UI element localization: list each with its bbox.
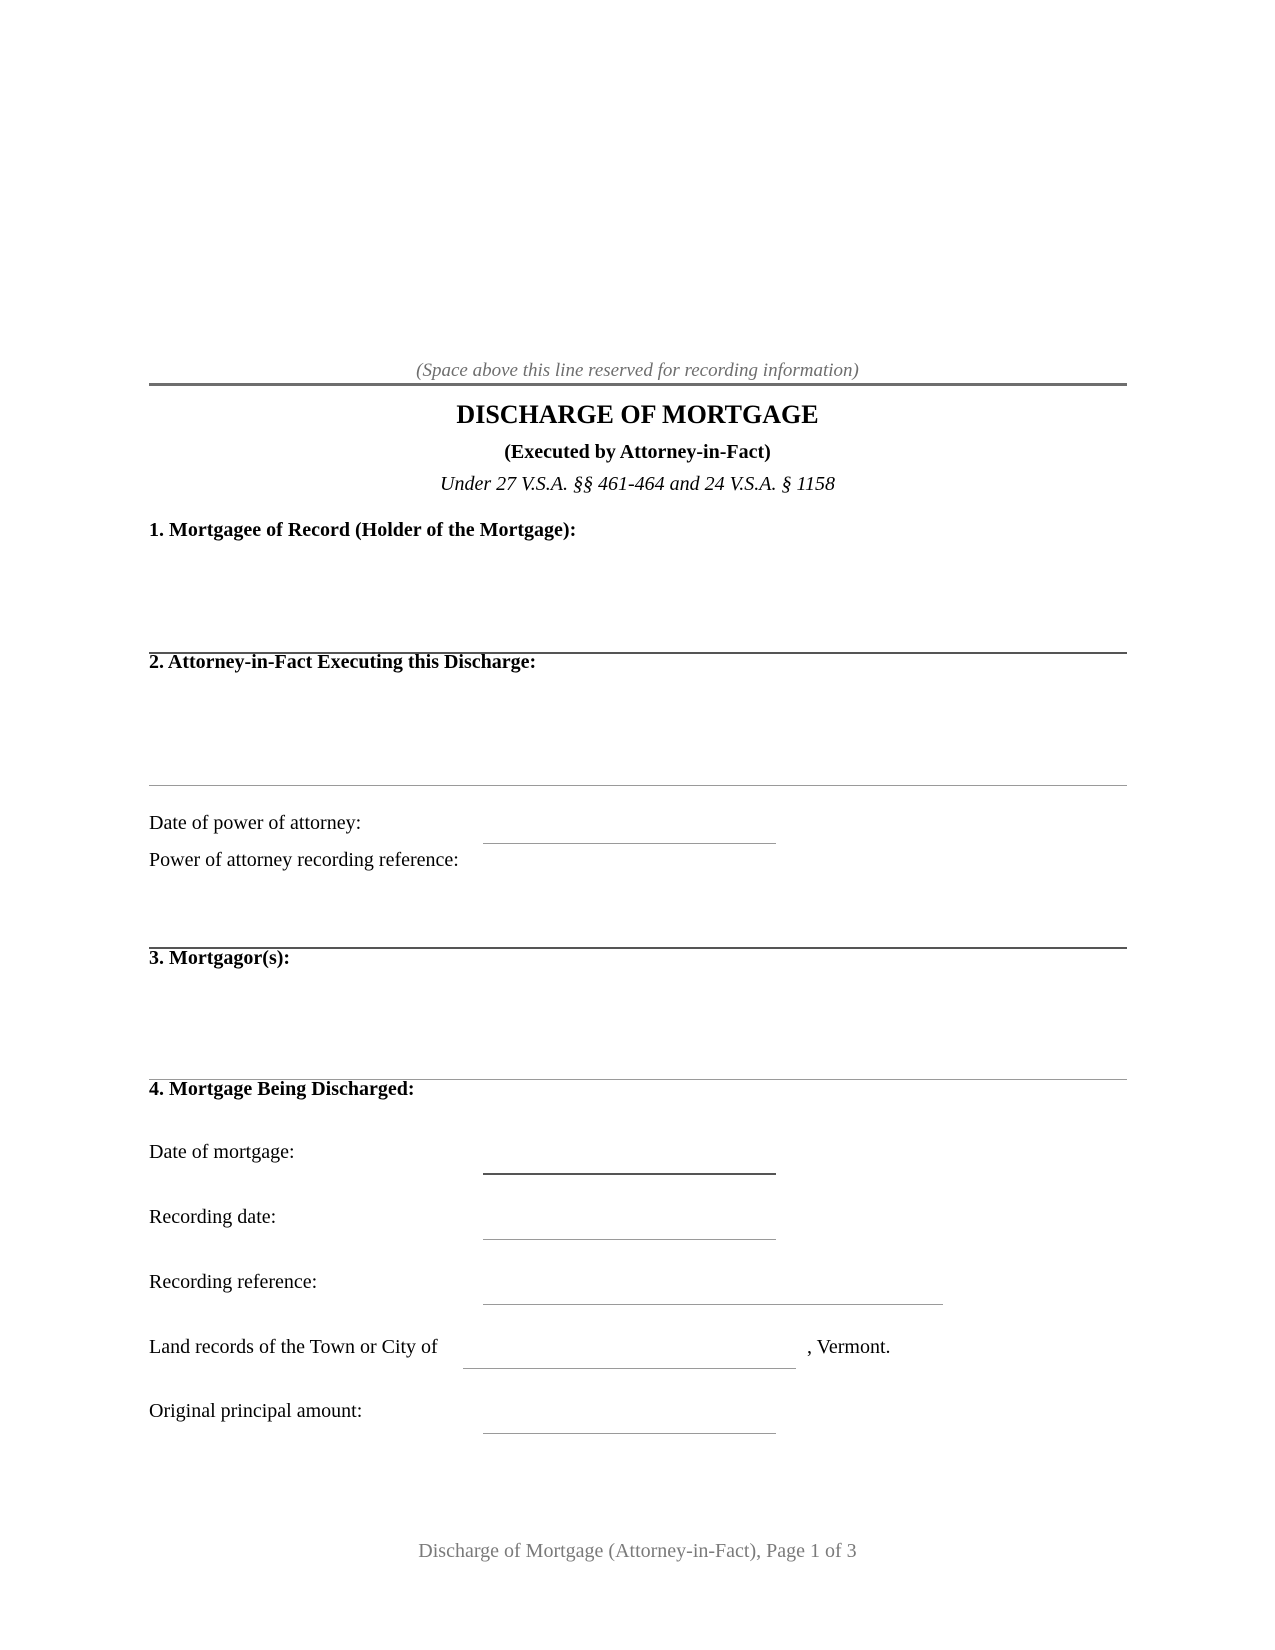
recording-reference-field[interactable]: [483, 1304, 943, 1305]
section-1-heading: 1. Mortgagee of Record (Holder of the Mortgage):: [149, 519, 577, 541]
mortgage-date-field[interactable]: [483, 1173, 776, 1175]
town-label: Land records of the Town or City of: [149, 1336, 438, 1358]
poa-reference-label: Power of attorney recording reference:: [149, 849, 459, 871]
recording-divider: [149, 383, 1127, 386]
town-field[interactable]: [463, 1368, 796, 1369]
poa-reference-field-line[interactable]: [149, 947, 1127, 949]
poa-date-label: Date of power of attorney:: [149, 812, 362, 834]
section-3-heading: 3. Mortgagor(s):: [149, 947, 291, 969]
principal-amount-field[interactable]: [483, 1433, 776, 1434]
recording-reference-label: Recording reference:: [149, 1271, 318, 1293]
document-subtitle: (Executed by Attorney-in-Fact): [504, 441, 771, 463]
section-2-heading: 2. Attorney-in-Fact Executing this Discharge:: [149, 651, 537, 673]
page-footer: Discharge of Mortgage (Attorney-in-Fact), Page 1 of 3: [418, 1540, 857, 1562]
section-4-heading: 4. Mortgage Being Discharged:: [149, 1078, 415, 1100]
recording-space-note: (Space above this line reserved for recording information): [416, 360, 859, 381]
statute-reference: Under 27 V.S.A. §§ 461-464 and 24 V.S.A. § 1158: [440, 473, 835, 495]
attorney-field-line[interactable]: [149, 785, 1127, 786]
recording-date-field[interactable]: [483, 1239, 776, 1240]
town-suffix: , Vermont.: [807, 1336, 891, 1358]
mortgage-date-label: Date of mortgage:: [149, 1141, 295, 1163]
document-title: DISCHARGE OF MORTGAGE: [456, 400, 819, 429]
principal-amount-label: Original principal amount:: [149, 1400, 363, 1422]
recording-date-label: Recording date:: [149, 1206, 277, 1228]
poa-date-field[interactable]: [483, 843, 776, 844]
